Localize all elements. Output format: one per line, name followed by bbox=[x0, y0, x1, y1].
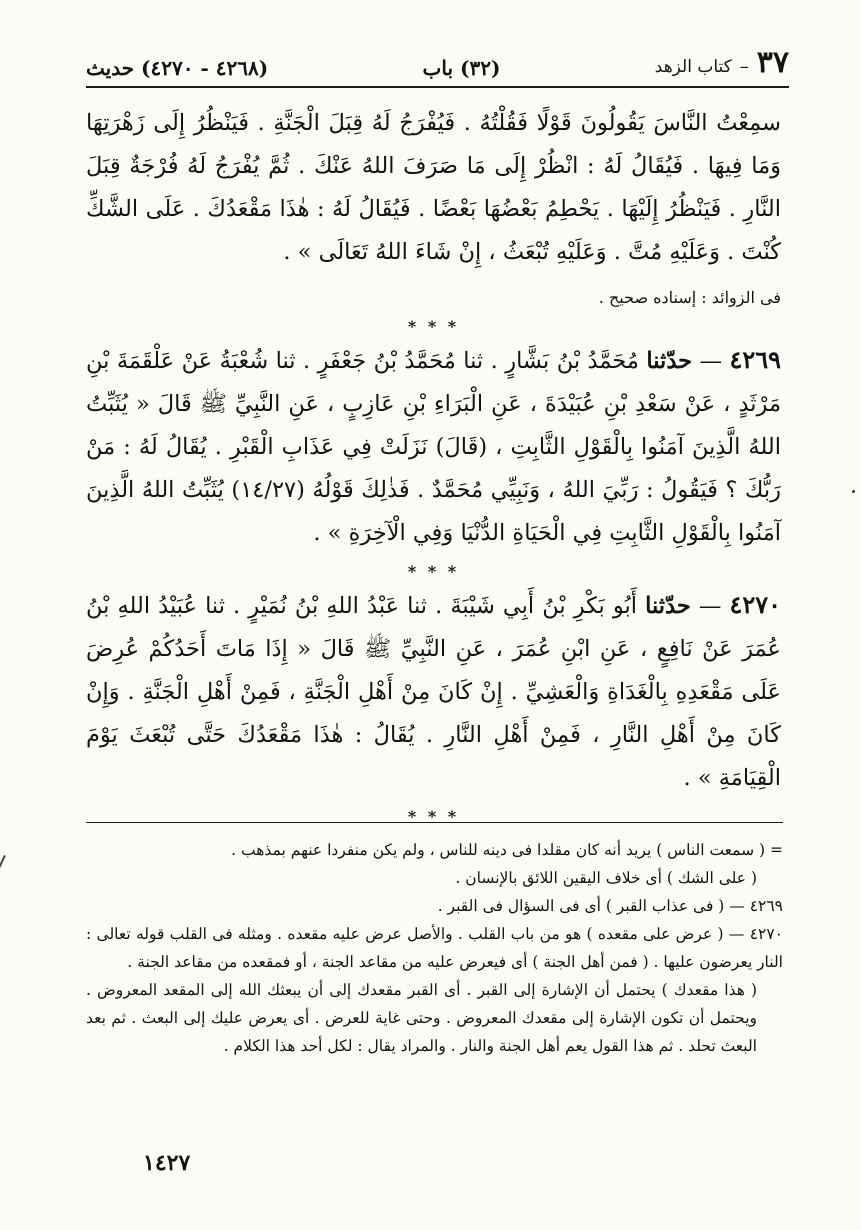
footnote-rule bbox=[86, 822, 783, 823]
footnote-1: = ( سمعت الناس ) يريد أنه كان مقلدا فى دينه للناس ، ولم يكن منفردا عنهم بمذهب . bbox=[231, 841, 783, 859]
footnote-4: ٤٢٧٠ — ( عرض على مقعده ) هو من باب القلب . والأصل عرض عليه مقعده . ومثله فى القلب قوله تعالى : النار يعرضون عليها . ( فمن أهل الجنة ) أى فيعرض عليه من مقاعد الجنة ، أو فمقعده من مقاعد الجنة . bbox=[86, 925, 783, 971]
hadith-dash: — bbox=[698, 593, 722, 619]
margin-stroke bbox=[0, 855, 6, 910]
footnote-2: ( على الشك ) أى خلاف اليقين اللائق بالإنسان . bbox=[455, 869, 757, 887]
footnote-3: ٤٢٦٩ — ( فى عذاب القبر ) أى فى السؤال فى القبر . bbox=[437, 897, 783, 915]
hadith-4270 bbox=[86, 583, 781, 800]
page-header bbox=[86, 40, 789, 88]
hadith-text: مُحَمَّدُ بْنُ بَشَّارٍ . ثنا مُحَمَّدُ بْنُ جَعْفَرٍ . ثنا شُعْبَةُ عَنْ عَلْقَمَةَ بْنِ مَرْثَدٍ ، عَنْ سَعْدِ بْنِ عُبَيْدَةَ ، عَنِ الْبَرَاءِ بْنِ عَازِبٍ ، عَنِ النَّبِيِّ ﷺ قَالَ « يُثَبِّتُ اللهُ الَّذِينَ آمَنُوا بِالْقَوْلِ الثَّابِتِ ، (قَالَ) نَزَلَتْ فِي عَذَابِ الْقَبْرِ . يُقَالُ لَهُ : مَنْ رَبُّكَ ؟ فَيَقُولُ : رَبِّيَ اللهُ ، وَنَبِيِّي مُحَمَّدٌ . فَذٰلِكَ قَوْلُهُ (١٤/٢٧) يُثَبِّتُ اللهُ الَّذِينَ آمَنُوا بِالْقَوْلِ الثَّابِتِ فِي الْحَيَاةِ الدُّنْيَا وَفِي الْآخِرَةِ » . bbox=[86, 348, 781, 546]
haddathana-word: حدّثنا bbox=[645, 593, 691, 619]
footnote-5: ( هذا مقعدك ) يحتمل أن الإشارة إلى القبر . أى القبر مقعدك إلى أن يبعثك الله إلى المقعد المعروض . ويحتمل أن تكون الإشارة إلى مقعدك المعروض . وحتى غاية للعرض . أى يعرض عليك إلى البعث . ثم بعد البعث تحلد . ثم هذا القول يعم أهل الجنة والنار . والمراد يقال : لكل أحد هذا الكلام . bbox=[86, 981, 757, 1055]
zawaid-note: فى الزوائد : إسناده صحيح . bbox=[598, 288, 781, 307]
header-hadith-range: (٤٢٦٨ - ٤٢٧٠) حديث bbox=[86, 56, 269, 80]
header-page-number: ٣٧ bbox=[756, 45, 789, 80]
separator-stars: * * * bbox=[407, 562, 460, 581]
separator-stars: * * * bbox=[407, 317, 460, 336]
header-dash: – bbox=[739, 56, 749, 77]
margin-dot bbox=[852, 490, 855, 493]
hadith-number: ٤٢٧٠ bbox=[729, 590, 782, 619]
header-right bbox=[655, 45, 789, 80]
separator-stars: * * * bbox=[407, 807, 460, 826]
footnotes bbox=[86, 836, 783, 1060]
hadith-number: ٤٢٦٩ bbox=[729, 345, 782, 374]
hadith-4269 bbox=[86, 338, 781, 555]
hadith-dash: — bbox=[699, 348, 722, 374]
haddathana-word: حدّثنا bbox=[646, 348, 693, 374]
paragraph-4268-end: سمِعْتُ النَّاسَ يَقُولُونَ قَوْلًا فَقُلْتُهُ . فَيُفْرَجُ لَهُ قِبَلَ الْجَنَّةِ . فَيَنْظُرُ إِلَى زَهْرَتِهَا وَمَا فِيهَا . فَيُقَالُ لَهُ : انْظُرْ إِلَى مَا صَرَفَ اللهُ عَنْكَ . ثُمَّ يُفْرَجُ لَهُ فُرْجَةٌ قِبَلَ النَّارِ . فَيَنْظُرُ إِلَيْهَا . يَحْطِمُ بَعْضُهَا بَعْضًا . فَيُقَالُ لَهُ : هٰذَا مَقْعَدُكَ . عَلَى الشَّكِّ كُنْتَ . وَعَلَيْهِ مُتَّ . وَعَلَيْهِ تُبْعَثُ ، إِنْ شَاءَ اللهُ تَعَالَى » . bbox=[86, 110, 781, 265]
header-book-title: كتاب الزهد bbox=[654, 57, 732, 77]
folio-number: ١٤٢٧ bbox=[143, 1150, 191, 1176]
main-text bbox=[86, 102, 781, 828]
header-chapter: (٣٢) باب bbox=[422, 56, 501, 80]
hadith-text: أَبُو بَكْرِ بْنُ أَبِي شَيْبَةَ . ثنا عَبْدُ اللهِ بْنُ نُمَيْرٍ . ثنا عُبَيْدُ اللهِ بْنُ عُمَرَ عَنْ نَافِعٍ ، عَنِ ابْنِ عُمَرَ ، عَنِ النَّبِيِّ ﷺ قَالَ « إِذَا مَاتَ أَحَدُكُمْ عُرِضَ عَلَى مَقْعَدِهِ بِالْغَدَاةِ وَالْعَشِيِّ . إِنْ كَانَ مِنْ أَهْلِ الْجَنَّةِ ، فَمِنْ أَهْلِ الْجَنَّةِ . وَإِنْ كَانَ مِنْ أَهْلِ النَّارِ ، فَمِنْ أَهْلِ النَّارِ . يُقَالُ : هٰذَا مَقْعَدُكَ حَتَّى تُبْعَثَ يَوْمَ الْقِيَامَةِ » . bbox=[86, 593, 781, 791]
